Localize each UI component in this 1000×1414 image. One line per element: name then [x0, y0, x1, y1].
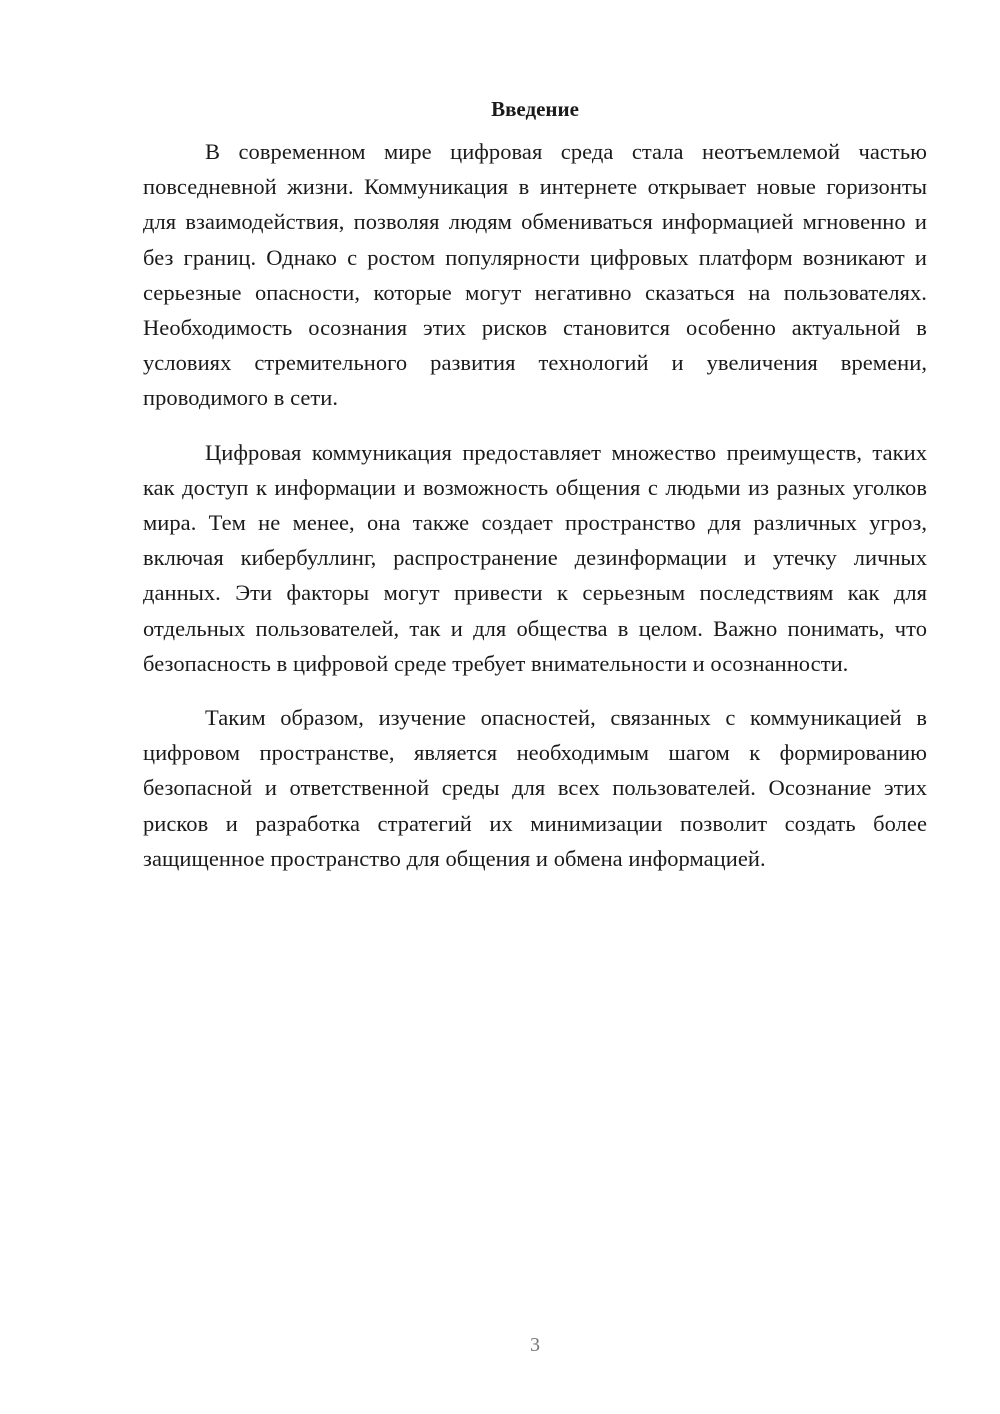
paragraph-3: Таким образом, изучение опасностей, связанных с коммуникацией в цифровом пространстве, является необходимым шагом к формированию безопасной и ответственной среды для всех пользователей. Осознание этих рисков и разработка стратегий их минимизации позволит создать более защищенное пространство для общения и обмена информацией.	[143, 705, 927, 871]
section-heading: Введение	[491, 97, 579, 121]
paragraph-2: Цифровая коммуникация предоставляет множество преимуществ, таких как доступ к информации и возможность общения с людьми из разных уголков мира. Тем не менее, она также создает пространство для различных угроз, включая кибербуллинг, распространение дезинформации и утечку личных данных. Эти факторы могут привести к серьезным последствиям как для отдельных пользователей, так и для общества в целом. Важно понимать, что безопасность в цифровой среде требует внимательности и осознанности.	[143, 439, 927, 676]
page-content	[143, 92, 927, 895]
page-number: 3	[530, 1334, 540, 1356]
paragraph-1: В современном мире цифровая среда стала неотъемлемой частью повседневной жизни. Коммуникация в интернете открывает новые горизонты для взаимодействия, позволяя людям обмениваться информацией мгновенно и без границ. Однако с ростом популярности цифровых платформ возникают и серьезные опасности, которые могут негативно сказаться на пользователях. Необходимость осознания этих рисков становится особенно актуальной в условиях стремительного развития технологий и увеличения времени, проводимого в сети.	[143, 139, 927, 411]
